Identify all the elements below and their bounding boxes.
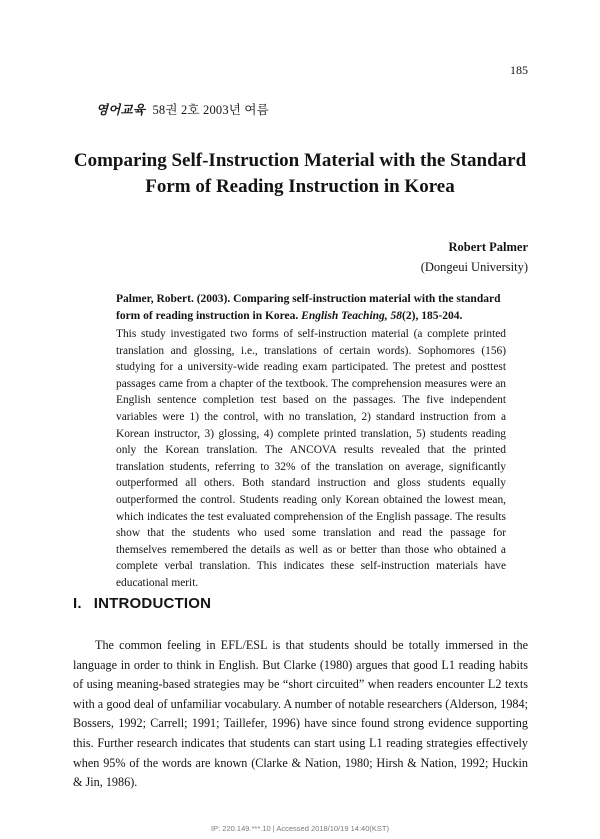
section-number: I.: [73, 595, 82, 612]
abstract: This study investigated two forms of self-instruction material (a complete printed translation and glossing, i.e., translations of certain words). Sophomores (156) studying for a university-wide reading exam participated. The pretest and posttest passages came from a chapter of the textbook. The comprehension measures were an English sentence completion test based on the passages. The five independent variables were 1) the control, with no translation, 2) standard instruction from a Korean instructor, 3) glossing, 4) complete printed translation, 5) students reading only the Korean translation. The ANCOVA results revealed that the printed translation students, referring to 32% of the translation on average, significantly outperformed all others. Both standard instruction and gloss students equally outperformed the control. Students reading only Korean obtained the lowest mean, which indicates the test evaluated comprehension of the English passage. The results show that the students who used some translation and read the passage for themselves remembered the details as well as or better than those who obtained a complete verbal translation. This indicates these self-instruction materials have educational merit.: [116, 328, 506, 589]
citation-tail: (2), 185-204.: [402, 309, 463, 322]
author-block: [421, 237, 528, 277]
citation-text: Palmer, Robert. (2003). Comparing self-instruction material with the standard form of reading instruction in Korea.: [116, 293, 501, 322]
journal-issue: 58권 2호 2003년 여름: [152, 103, 269, 117]
section-title: INTRODUCTION: [93, 595, 212, 612]
paper-title: [60, 148, 540, 200]
journal-name: 영어교육: [96, 103, 146, 117]
journal-header: [96, 100, 269, 118]
intro-paragraph: The common feeling in EFL/ESL is that students should be totally immersed in the language in order to think in English. But Clarke (1980) argues that good L1 reading habits of using meaning-based strategies may be “short circuited” when readers encounter L2 texts with a good deal of unfamiliar vocabulary. A number of notable researchers (Alderson, 1984; Bossers, 1992; Carrell; 1991; Taillefer, 1996) have since found strong evidence supporting this. Further research indicates that students can start using L1 reading strategies effectively when 95% of the words are known (Clarke & Nation, 1980; Hirsh & Nation, 1992; Huckin & Jin, 1986).: [73, 638, 528, 790]
author-name: Robert Palmer: [448, 240, 528, 254]
page-number: 185: [510, 63, 528, 77]
access-footer: IP: 220.149.***.10 | Accessed 2018/10/19 14:40(KST): [211, 824, 389, 833]
section-heading: [73, 595, 211, 612]
citation-journal: English Teaching, 58: [301, 309, 403, 322]
author-affiliation: (Dongeui University): [420, 260, 528, 274]
citation: [116, 291, 506, 324]
paper-title-line-1: Comparing Self-Instruction Material with the Standard: [73, 150, 527, 171]
paper-title-line-2: Form of Reading Instruction in Korea: [145, 176, 455, 197]
